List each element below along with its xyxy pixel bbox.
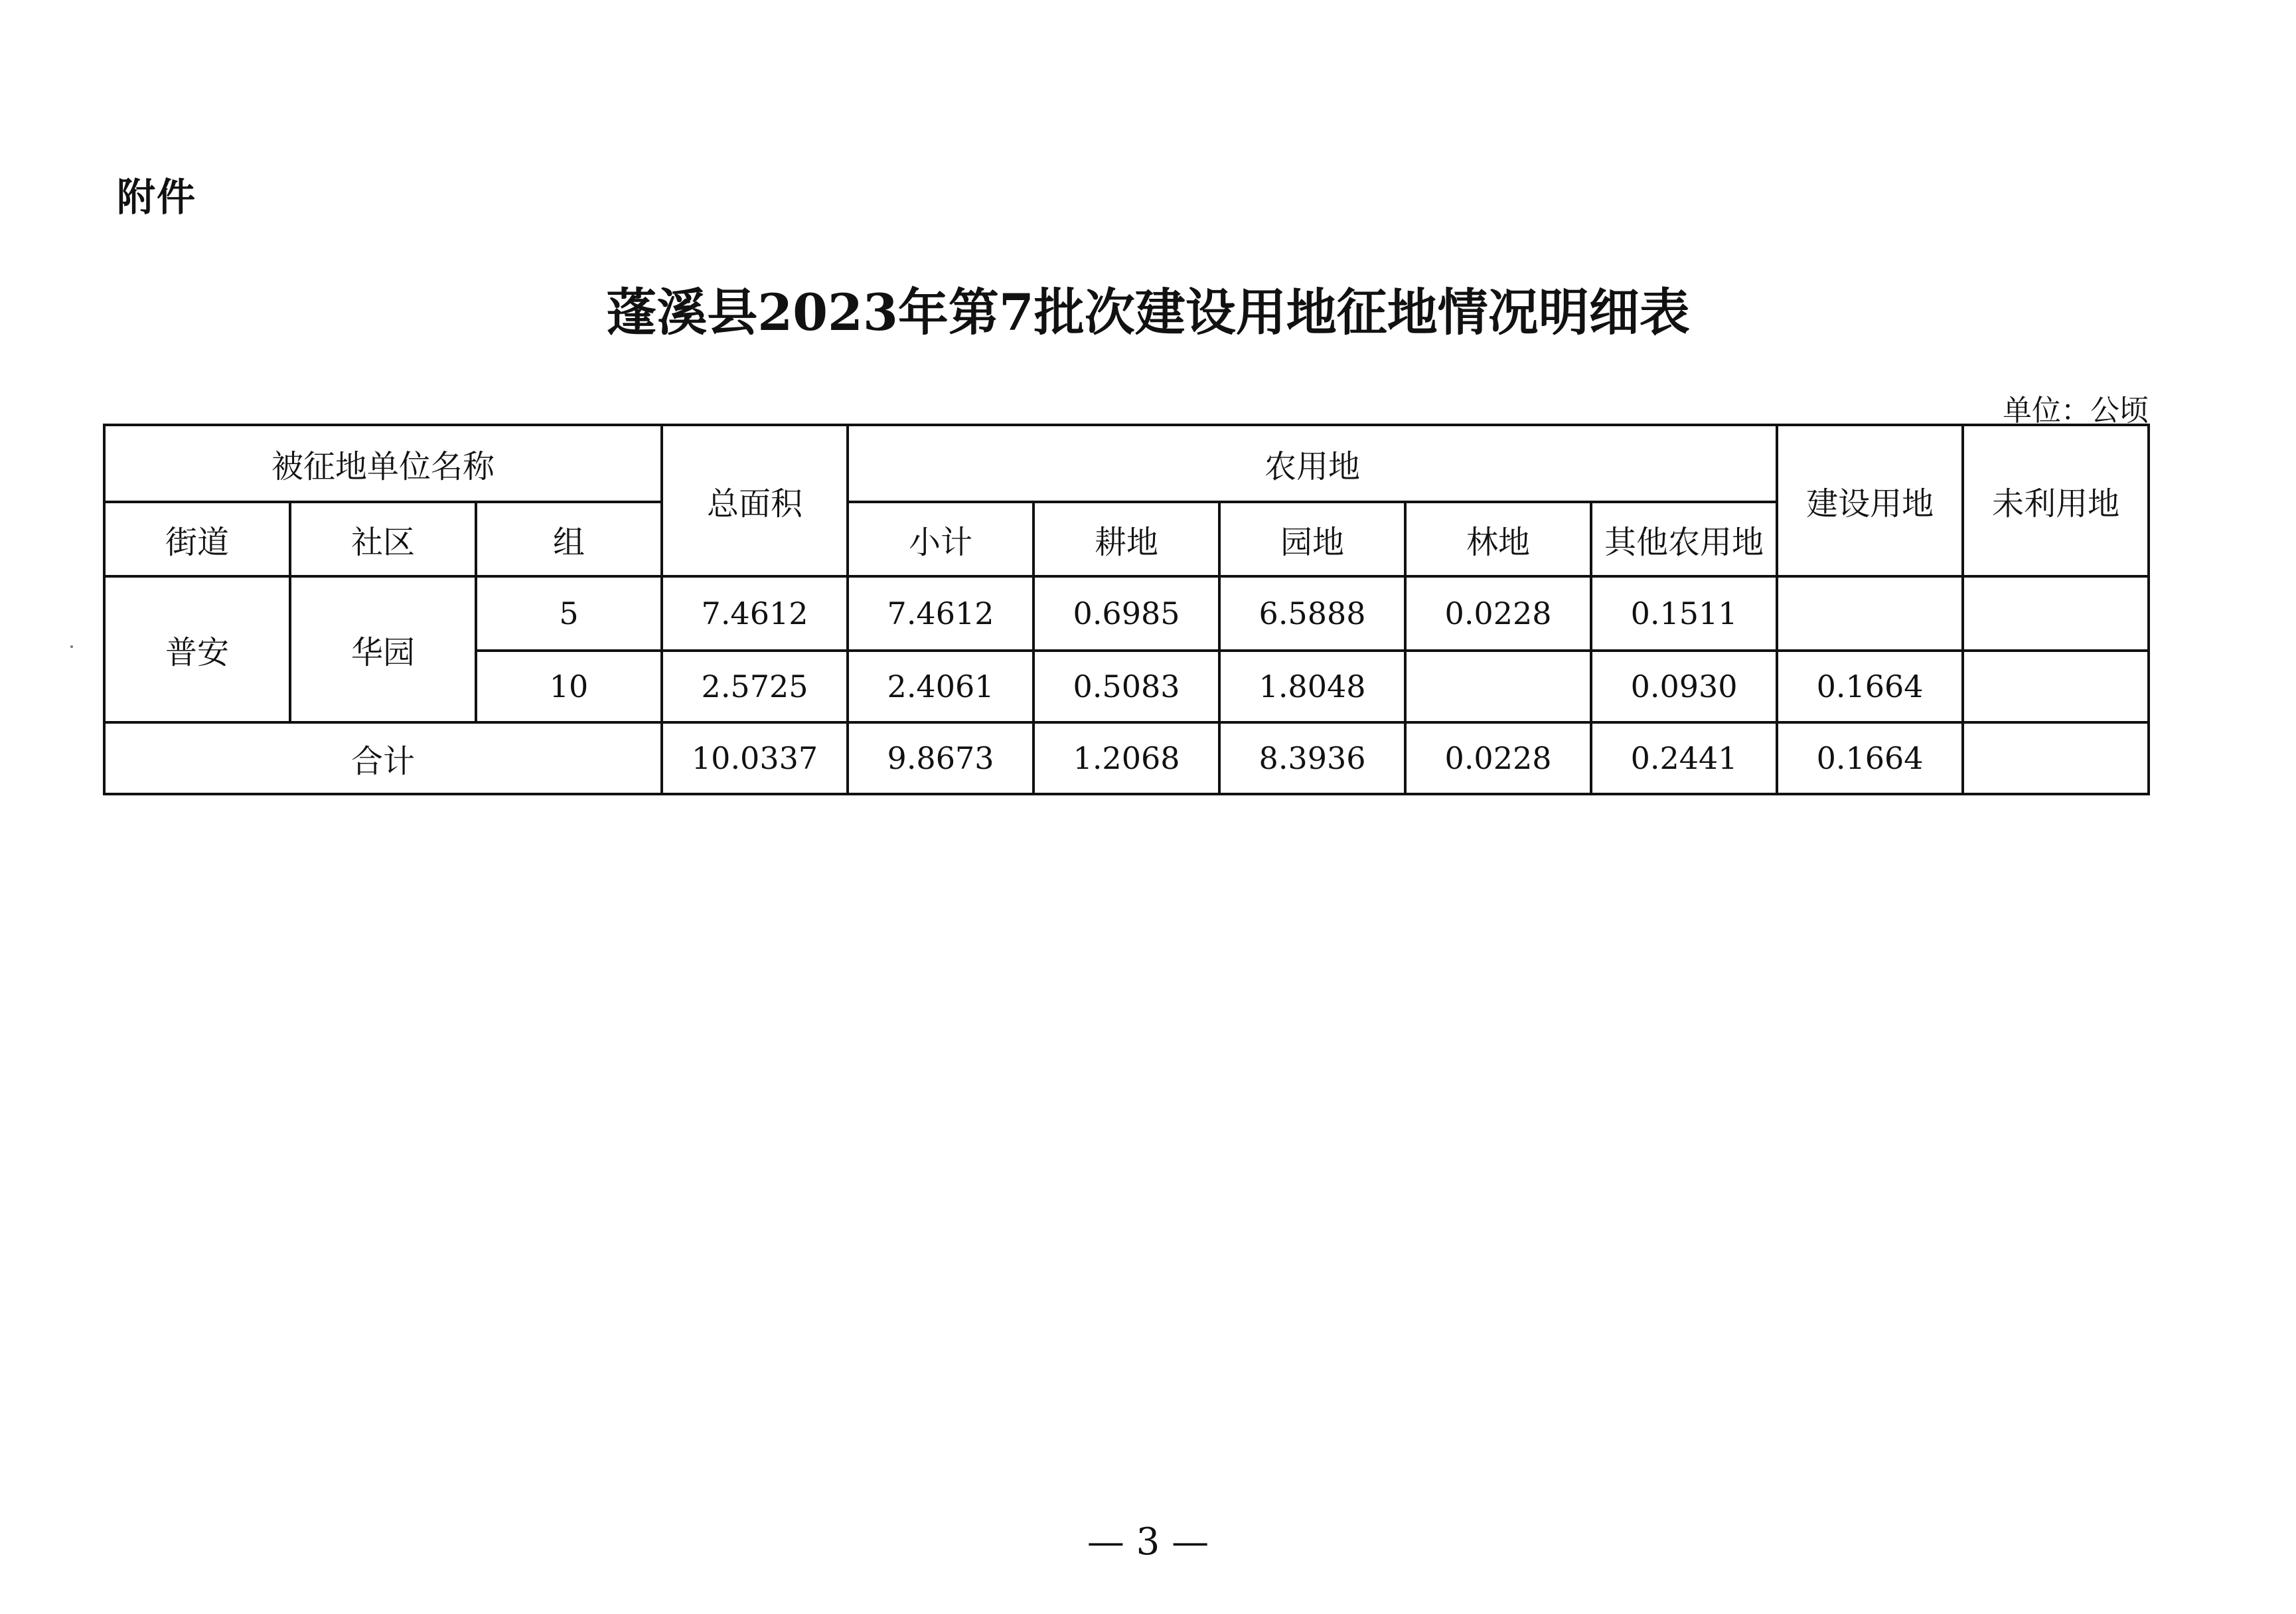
header-total-area: 总面积: [662, 425, 848, 576]
garden-cell: 1.8048: [1219, 651, 1405, 722]
header-forest: 林地: [1405, 502, 1591, 576]
total-cell: 2.5725: [662, 651, 848, 722]
unused-cell: [1963, 576, 2149, 651]
header-subtotal: 小计: [848, 502, 1033, 576]
farmland-cell: 0.5083: [1033, 651, 1219, 722]
header-street: 街道: [104, 502, 290, 576]
farmland-cell: 0.6985: [1033, 576, 1219, 651]
scan-speck: [70, 645, 73, 648]
subtotal-cell: 9.8673: [848, 722, 1033, 794]
construction-cell: [1777, 576, 1963, 651]
header-community: 社区: [290, 502, 476, 576]
unused-cell: [1963, 722, 2149, 794]
page-number: — 3 —: [1087, 1520, 1209, 1564]
group-cell: 10: [476, 651, 662, 722]
header-row-1: [104, 425, 2149, 502]
other-agri-cell: 0.0930: [1591, 651, 1777, 722]
header-farmland: 耕地: [1033, 502, 1219, 576]
forest-cell: 0.0228: [1405, 576, 1591, 651]
attachment-label: 附件: [117, 175, 197, 220]
forest-cell: [1405, 651, 1591, 722]
community-cell: 华园: [290, 576, 476, 722]
construction-cell: 0.1664: [1777, 722, 1963, 794]
unused-cell: [1963, 651, 2149, 722]
other-agri-cell: 0.1511: [1591, 576, 1777, 651]
total-row: [104, 722, 2149, 794]
header-group: 组: [476, 502, 662, 576]
garden-cell: 6.5888: [1219, 576, 1405, 651]
header-agricultural: 农用地: [848, 425, 1777, 502]
garden-cell: 8.3936: [1219, 722, 1405, 794]
subtotal-cell: 2.4061: [848, 651, 1033, 722]
table-row: [104, 576, 2149, 651]
unit-label: 单位：公顷: [2003, 394, 2149, 428]
header-unit-name: 被征地单位名称: [104, 425, 662, 502]
farmland-cell: 1.2068: [1033, 722, 1219, 794]
document-title: 蓬溪县2023年第7批次建设用地征地情况明细表: [606, 283, 1690, 342]
land-detail-table: [103, 424, 2150, 795]
forest-cell: 0.0228: [1405, 722, 1591, 794]
header-garden: 园地: [1219, 502, 1405, 576]
total-cell: 7.4612: [662, 576, 848, 651]
header-unused: 未利用地: [1963, 425, 2149, 576]
other-agri-cell: 0.2441: [1591, 722, 1777, 794]
header-other-agri: 其他农用地: [1591, 502, 1777, 576]
street-cell: 普安: [104, 576, 290, 722]
construction-cell: 0.1664: [1777, 651, 1963, 722]
group-cell: 5: [476, 576, 662, 651]
header-construction: 建设用地: [1777, 425, 1963, 576]
total-row-label: 合计: [104, 722, 662, 794]
total-cell: 10.0337: [662, 722, 848, 794]
subtotal-cell: 7.4612: [848, 576, 1033, 651]
